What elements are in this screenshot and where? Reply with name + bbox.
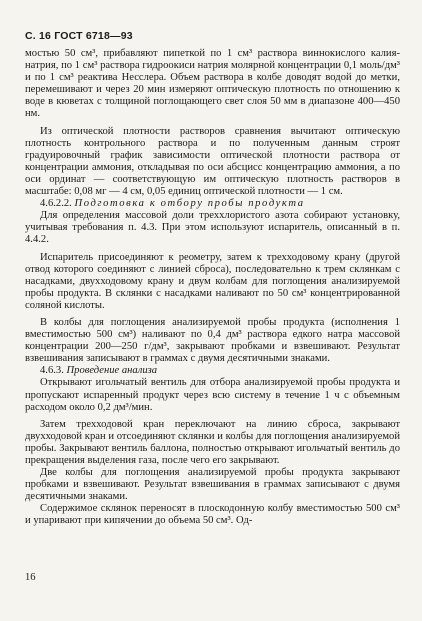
section-heading	[25, 198, 400, 210]
page-header: С. 16 ГОСТ 6718—93	[25, 30, 133, 42]
paragraph: Открывают игольчатый вентиль для отбора анализируемой пробы продукта и пропускают испаренный продукт через всю систему в течение 1 ч с объемным расходом около 0,2 дм³/мин.	[25, 377, 400, 413]
paragraph: Затем трехходовой кран переключают на линию сброса, закрывают двухходовой кран и отсоединяют склянки и колбы для поглощения анализируемой пробы. Закрывают вентиль баллона, полностью открывают игольчатый вентиль до прекращения выделения газа, после чего его закрывают.	[25, 418, 400, 466]
section-number: 4.6.3.	[40, 365, 64, 377]
section-title: Проведение анализа	[66, 365, 158, 377]
page-number: 16	[25, 572, 36, 583]
paragraph: мостью 50 см³, прибавляют пипеткой по 1 см³ раствора виннокислого калия-натрия, по 1 см³ раствора гидроокиси натрия молярной концентрации 0,1 моль/дм³ и по 1 см³ реактива Несслера. Объем раствора в колбе доводят водой до метки, перемешивают и через 20 мин измеряют оптическую плотность по отношению к воде в кюветах с толщиной поглощающего свет слоя 50 мм в диапазоне 400—450 нм.	[25, 48, 400, 120]
section-heading	[25, 365, 400, 377]
paragraph: В колбы для поглощения анализируемой пробы продукта (исполнения 1 вместимостью 500 см³) наливают по 0,4 дм³ раствора едкого натра массовой концентрации 200—250 г/дм³, закрывают пробками и взвешивают. Результат взвешивания записывают в граммах с двумя десятичными знаками.	[25, 316, 400, 365]
paragraph: Содержимое склянок переносят в плоскодонную колбу вместимостью 500 см³ и упаривают при кипячении до объема 50 см³. Од-	[25, 503, 400, 527]
paragraph: Из оптической плотности растворов сравнения вычитают оптическую плотность контрольного раствора и по полученным данным строят градуировочный график зависимости оптической плотности раствора от концентрации аммония, откладывая по оси абсцисс концентрацию аммония, а по оси ординат — соответствующую им оптическую плотность растворов в масштабе: 0,08 мг — 4 см, 0,05 единиц оптической плотности — 1 см.	[25, 125, 400, 198]
paragraph: Испаритель присоединяют к реометру, затем к трехходовому крану (другой отвод которого соединяют с линией сброса), последовательно к трем склянкам с насадками, двухходовому крану и двум колбам для поглощения анализируемой пробы продукта. В склянки с насадками наливают по 50 см³ концентрированной соляной кислоты.	[25, 251, 400, 311]
paragraph: Две колбы для поглощения анализируемой пробы продукта закрывают пробками и взвешивают. Результат взвешивания в граммах записывают с двумя десятичными знаками.	[25, 467, 400, 503]
body-text	[25, 48, 400, 528]
paragraph: Для определения массовой доли треххлористого азота собирают установку, учитывая требования п. 4.3. При этом используют испаритель, описанный в п. 4.4.2.	[25, 210, 400, 246]
section-number: 4.6.2.2.	[40, 198, 72, 210]
section-title: Подготовка к отбору пробы продукта	[74, 198, 305, 210]
